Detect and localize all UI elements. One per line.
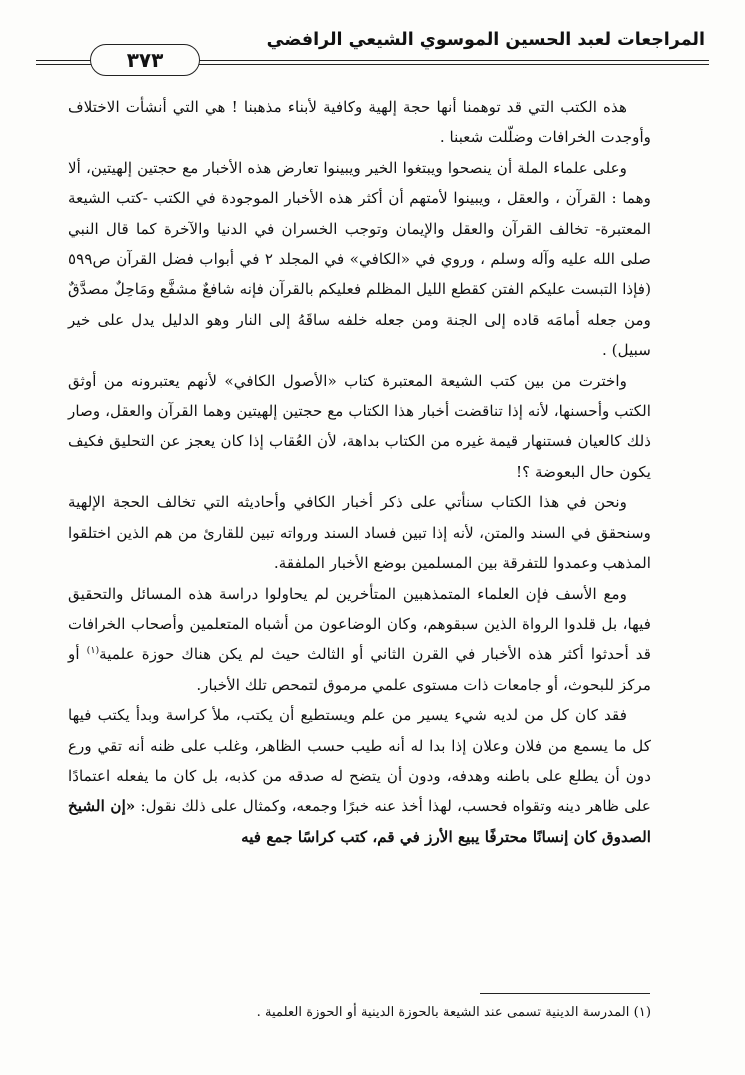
bold-quote: «إن الشيخ الصدوق كان إنسانًا محترفًا يبيع الأرز في قم، كتب كراسًا جمع فيه [68,797,651,846]
paragraph-3: واخترت من بين كتب الشيعة المعتبرة كتاب «الأصول الكافي» لأنهم يعتبرونه من أوثق الكتب وأحسنها، لأنه إذا تناقضت أخبار هذا الكتاب مع حجتين إلهيتين وهما القرآن والعقل، وصار ذلك كالعيان فستنهار قيمة غيره من الكتاب بداهة، لأن العُقاب إذا كان يعجز عن التحليق فكيف يكون حال البعوضة ؟! [68,371,651,481]
page-number: ٣٧٣ [90,44,200,76]
paragraph-6 [68,700,651,852]
body-text [68,92,651,852]
paragraph-1: هذه الكتب التي قد توهمنا أنها حجة إلهية وكافية لأبناء مذهبنا ! هي التي أنشأت الاختلاف وأوجدت الخرافات وضلّلت شعبنا . [68,98,651,147]
footnote-separator [480,993,650,994]
running-title: المراجعات لعبد الحسين الموسوي الشيعي الرافضي [266,30,705,50]
paragraph-5-text-a: ومع الأسف فإن العلماء المتمذهبين المتأخرين لم يحاولوا دراسة هذه المسائل والتحقيق فيها، بل قلدوا الرواة الذين سبقوهم، وكان الوضاعون من أشباه المتعلمين وأصحاب الخرافات قد أحدثوا أكثر هذه الأخبار في القرن الثاني أو الثالث حيث لم يكن هناك حوزة علمية [68,584,651,664]
paragraph-4: ونحن في هذا الكتاب سنأتي على ذكر أخبار الكافي وأحاديثه التي تخالف الحجة الإلهية وسنحقق في السند والمتن، لأنه إذا تبين فساد السند ورواته تبين للقارئ من هم الذين اختلقوا المذهب وعمدوا للتفرقة بين المسلمين بوضع الأخبار الملفقة. [68,493,651,573]
footnote-reference[interactable]: (١) [86,645,100,657]
page-header [36,22,709,72]
paragraph-6-text: فقد كان كل من لديه شيء يسير من علم ويستطيع أن يكتب، ملأ كراسة وبدأ يكتب فيها كل ما يسمع من فلان وعلان إذا بدا له أنه طيب حسب الظاهر، وغلب على ظنه أنه تقي ورع دون أن يطلع على باطنه وهدفه، ودون أن يتضح له صدقه من كذبه، بل كان ما يفعله اعتمادًا على ظاهر دينه وتقواه فحسب، لهذا أخذ عنه خبرًا وجمعه، وكمثال على ذلك نقول: [68,706,651,816]
paragraph-5-text-b: أو مركز للبحوث، أو جامعات ذات مستوى علمي مرموق لتمحص تلك الأخبار. [68,645,651,694]
paragraph-5 [68,579,651,701]
paragraph-2: وعلى علماء الملة أن ينصحوا ويبتغوا الخير ويبينوا تعارض هذه الأخبار مع حجتين إلهيتين، ألا وهما : القرآن ، والعقل ، ويبينوا لأمتهم أن أكثر هذه الأخبار الموجودة في الكتب -كتب الشيعة المعتبرة- تخالف القرآن والعقل والإيمان وتوجب الخسران في الدنيا والآخرة كما قال النبي صلى الله عليه وآله وسلم ، وروي في «الكافي» في المجلد ٢ في أبواب فضل القرآن ص٥٩٩ (فإذا التبست عليكم الفتن كقطع الليل المظلم فعليكم بالقرآن فإنه شافعٌ مشفَّع ومَاحِلٌ مصدَّقٌ ومن جعله أمامَه قاده إلى الجنة ومن جعله خلفه ساقَهُ إلى النار وهو الدليل يدل على خير سبيل) . [68,158,651,360]
footnote: (١) المدرسة الدينية تسمى عند الشيعة بالحوزة الدينية أو الحوزة العلمية . [256,1005,651,1020]
